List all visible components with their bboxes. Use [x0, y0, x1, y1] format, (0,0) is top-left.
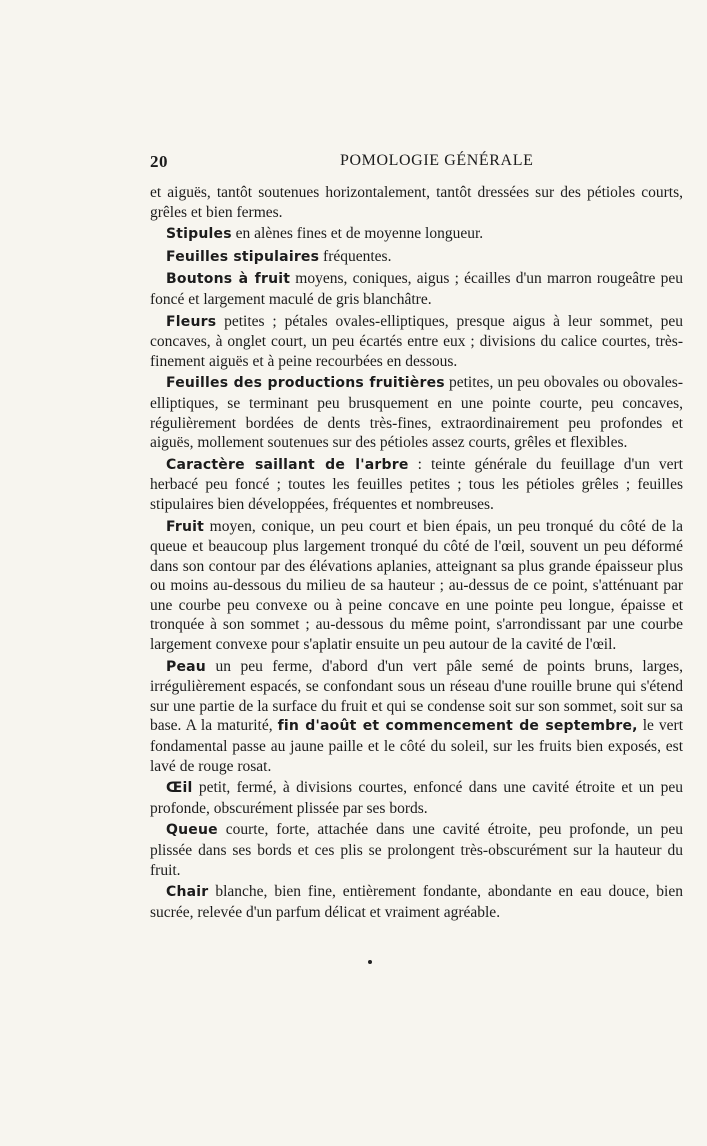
entry-term: Peau	[166, 658, 206, 675]
entry-oeil	[150, 778, 683, 818]
entry-text: blanche, bien fine, entièrement fondante, abondante en eau douce, bien sucrée, relevée d'un parfum délicat et vraiment agréable.	[150, 883, 683, 921]
entry-term: Fruit	[166, 518, 205, 535]
entry-term: Caractère saillant de l'arbre	[166, 456, 409, 473]
continued-paragraph: et aiguës, tantôt soutenues horizontalement, tantôt dressées sur des pétioles courts, grêles et bien fermes.	[150, 184, 683, 221]
entry-text: moyens, coniques, aigus ; écailles d'un marron rougeâtre peu foncé et largement maculé de gris blanchâtre.	[150, 270, 683, 308]
print-speck	[368, 960, 372, 964]
entry-caractere-arbre	[150, 455, 683, 515]
entry-queue	[150, 820, 683, 880]
entry-feuilles-stipulaires	[150, 247, 683, 268]
running-title: POMOLOGIE GÉNÉRALE	[340, 152, 534, 169]
entry-term: Fleurs	[166, 313, 217, 330]
entry-stipules	[150, 224, 683, 245]
entry-text: petites ; pétales ovales-elliptiques, presque aigus à leur sommet, peu concaves, à onglet court, un peu écartés entre eux ; divisions du calice courtes, très-finement aiguës et à peine recourbées en dessous.	[150, 312, 683, 370]
entry-term: Feuilles des productions fruitières	[166, 375, 445, 392]
entry-term: Queue	[166, 822, 218, 839]
entry-term-maturity: fin d'août et commencement de septembre,	[277, 718, 638, 735]
entry-chair	[150, 882, 683, 922]
entry-text: moyen, conique, un peu court et bien épais, un peu tronqué du côté de la queue et beaucoup plus largement tronqué du côté de l'œil, souvent un peu déformé dans son contour par des élévations aplanies, atteignant sa plus grande épaisseur plus ou moins au-dessous du milieu de sa hauteur ; au-dessus de ce point, s'atténuant par une courbe peu convexe ou à peine concave en une pointe peu longue, épaisse et tronquée à son sommet ; au-dessous du même point, s'arrondissant par une courbe largement convexe pour s'aplatir ensuite un peu autour de la cavité de l'œil.	[150, 517, 683, 654]
entry-term: Boutons à fruit	[166, 271, 291, 288]
entry-boutons-a-fruit	[150, 269, 683, 309]
page-header	[150, 152, 683, 176]
entry-text: fréquentes.	[319, 247, 392, 265]
entry-text: petites, un peu obovales ou obovales-elliptiques, se terminant peu brusquement en une pointe courte, peu concaves, régulièrement bordées de dents très-fines, extraordinairement peu profondes et aiguës, mollement soutenues sur des pétioles assez courts, grêles et flexibles.	[150, 374, 683, 452]
entry-term: Œil	[166, 780, 193, 797]
entry-term: Stipules	[166, 226, 232, 243]
entry-fleurs	[150, 312, 683, 372]
entry-term: Chair	[166, 884, 209, 901]
entry-text: un peu ferme, d'abord d'un vert pâle semé de points bruns, larges, irrégulièrement espacés, se confondant sous un réseau d'une rouille brune qui s'étend sur une partie de la surface du fruit et qui se condense soit sur son sommet, soit sur sa base. A la maturité,	[150, 657, 683, 735]
entry-text: petit, fermé, à divisions courtes, enfoncé dans une cavité étroite et un peu profonde, obscurément plissée par ses bords.	[150, 779, 683, 817]
entry-text: : teinte générale du feuillage d'un vert herbacé peu foncé ; toutes les feuilles petites ; tous les pétioles grêles ; feuilles stipulaires bien développées, fréquentes et nombreuses.	[150, 455, 683, 513]
entry-peau	[150, 657, 683, 777]
entry-term: Feuilles stipulaires	[166, 248, 320, 265]
body-text	[150, 183, 683, 922]
entry-text: courte, forte, attachée dans une cavité étroite, peu profonde, un peu plissée dans ses bords et ces plis se prolongent très-obscurément sur la hauteur du fruit.	[150, 821, 683, 879]
entry-text: en alènes fines et de moyenne longueur.	[231, 225, 484, 243]
entry-text: le vert fondamental passe au jaune paille et le côté du soleil, sur les fruits bien exposés, est lavé de rouge rosat.	[150, 717, 683, 775]
entry-feuilles-productions	[150, 373, 683, 452]
entry-fruit	[150, 517, 683, 655]
page-number: 20	[150, 152, 168, 171]
